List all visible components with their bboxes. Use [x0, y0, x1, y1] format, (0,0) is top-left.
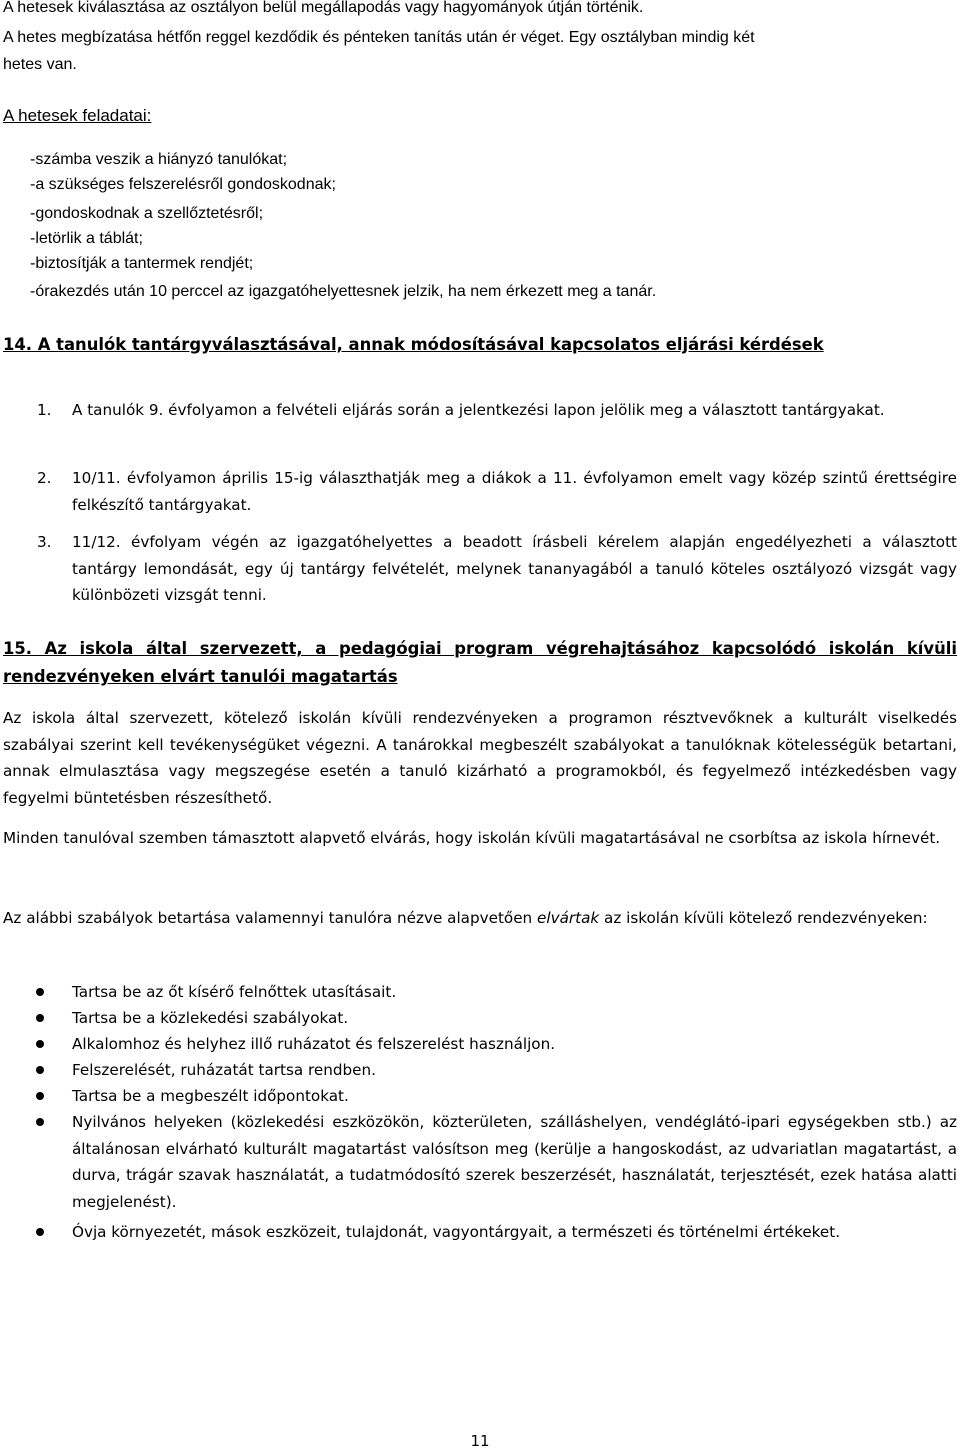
duty-item: -gondoskodnak a szellőztetésről;: [30, 205, 264, 222]
paragraph-3-text: Az alábbi szabályok betartása valamennyi tanulóra nézve alapvetően: [3, 909, 538, 927]
list-item: Felszerelését, ruházatát tartsa rendben.: [72, 1061, 376, 1079]
bullet-icon: [36, 1228, 44, 1236]
list-item: A tanulók 9. évfolyamon a felvételi eljárás során a jelentkezési lapon jelölik meg a választott tantárgyakat.: [72, 401, 885, 419]
section-14-heading: 14. A tanulók tantárgyválasztásával, annak módosításával kapcsolatos eljárási kérdések: [3, 335, 824, 354]
duty-item: -órakezdés után 10 perccel az igazgatóhelyettesnek jelzik, ha nem érkezett meg a tanár.: [30, 283, 657, 300]
duties-heading: A hetesek feladatai:: [3, 106, 152, 125]
bullet-icon: [36, 1014, 44, 1022]
list-item: Tartsa be a megbeszélt időpontokat.: [72, 1087, 349, 1105]
list-number: 1.: [37, 401, 52, 419]
bullet-icon: [36, 1092, 44, 1100]
duty-item: -a szükséges felszerelésről gondoskodnak;: [30, 176, 336, 193]
intro-line-1: A hetesek kiválasztása az osztályon belül megállapodás vagy hagyományok útján történik.: [3, 0, 644, 16]
list-item: Nyilvános helyeken (közlekedési eszközökön, közterületen, szálláshelyen, vendéglátó-ipari egységekben stb.) az általánosan elvárható kulturált magatartást valósítson meg (kerülje a hangoskodást, az udvariatlan magatartást, a durva, trágár szavak használatát, a tudatmódosító szerek beszerzését, használatát, terjesztését, ezek hatása alatti megjelenést).: [72, 1113, 957, 1211]
bullet-icon: [36, 1118, 44, 1126]
section-15-paragraph-3: [3, 905, 957, 932]
section-15-heading: 15. Az iskola által szervezett, a pedagógiai program végrehajtásához kapcsolódó iskolán kívüli rendezvényeken elvárt tanulói magatartás: [3, 639, 957, 686]
duty-item: -biztosítják a tantermek rendjét;: [30, 255, 254, 272]
list-item: 11/12. évfolyam végén az igazgatóhelyettes a beadott írásbeli kérelem alapján engedélyezheti a választott tantárgy lemondását, egy új tantárgy felvételét, melynek tananyagából a tanuló köteles osztályozó vizsgát vagy különbözeti vizsgát tenni.: [72, 533, 957, 605]
bullet-icon: [36, 988, 44, 996]
section-15-paragraph-2: Minden tanulóval szemben támasztott alapvető elvárás, hogy iskolán kívüli magatartásával ne csorbítsa az iskola hírnevét.: [3, 829, 941, 847]
list-item: 10/11. évfolyamon április 15-ig választhatják meg a diákok a 11. évfolyamon emelt vagy közép szintű érettségire felkészítő tantárgyakat.: [72, 469, 957, 514]
bullet-icon: [36, 1040, 44, 1048]
list-item: Tartsa be az őt kísérő felnőttek utasításait.: [72, 983, 397, 1001]
bullet-icon: [36, 1066, 44, 1074]
list-number: 2.: [37, 469, 52, 487]
duty-item: -letörlik a táblát;: [30, 230, 143, 247]
list-number: 3.: [37, 533, 52, 551]
intro-line-3: hetes van.: [3, 56, 77, 73]
list-item: Alkalomhoz és helyhez illő ruházatot és felszerelést használjon.: [72, 1035, 556, 1053]
section-15-paragraph-1: Az iskola által szervezett, kötelező iskolán kívüli rendezvényeken a programon résztvevőknek a kulturált viselkedés szabályai szerint kell tevékenységüket végezni. A tanárokkal megbeszélt szabályokat a tanulóknak kötelességük betartani, annak elmulasztása vagy megszegése esetén a tanuló kizárható a programokból, és fegyelmező intézkedésben vagy fegyelmi büntetésben részesíthető.: [3, 709, 957, 807]
paragraph-3-italic: elvártak: [537, 909, 600, 927]
intro-line-2: A hetes megbízatása hétfőn reggel kezdődik és pénteken tanítás után ér véget. Egy osztályban mindig két: [3, 29, 755, 46]
list-item: Tartsa be a közlekedési szabályokat.: [72, 1009, 349, 1027]
list-item: Óvja környezetét, mások eszközeit, tulajdonát, vagyontárgyait, a természeti és történelmi értékeket.: [72, 1223, 841, 1241]
duty-item: -számba veszik a hiányzó tanulókat;: [30, 151, 288, 168]
paragraph-3-text: az iskolán kívüli kötelező rendezvényeken:: [599, 909, 928, 927]
page-number: 11: [470, 1432, 490, 1450]
